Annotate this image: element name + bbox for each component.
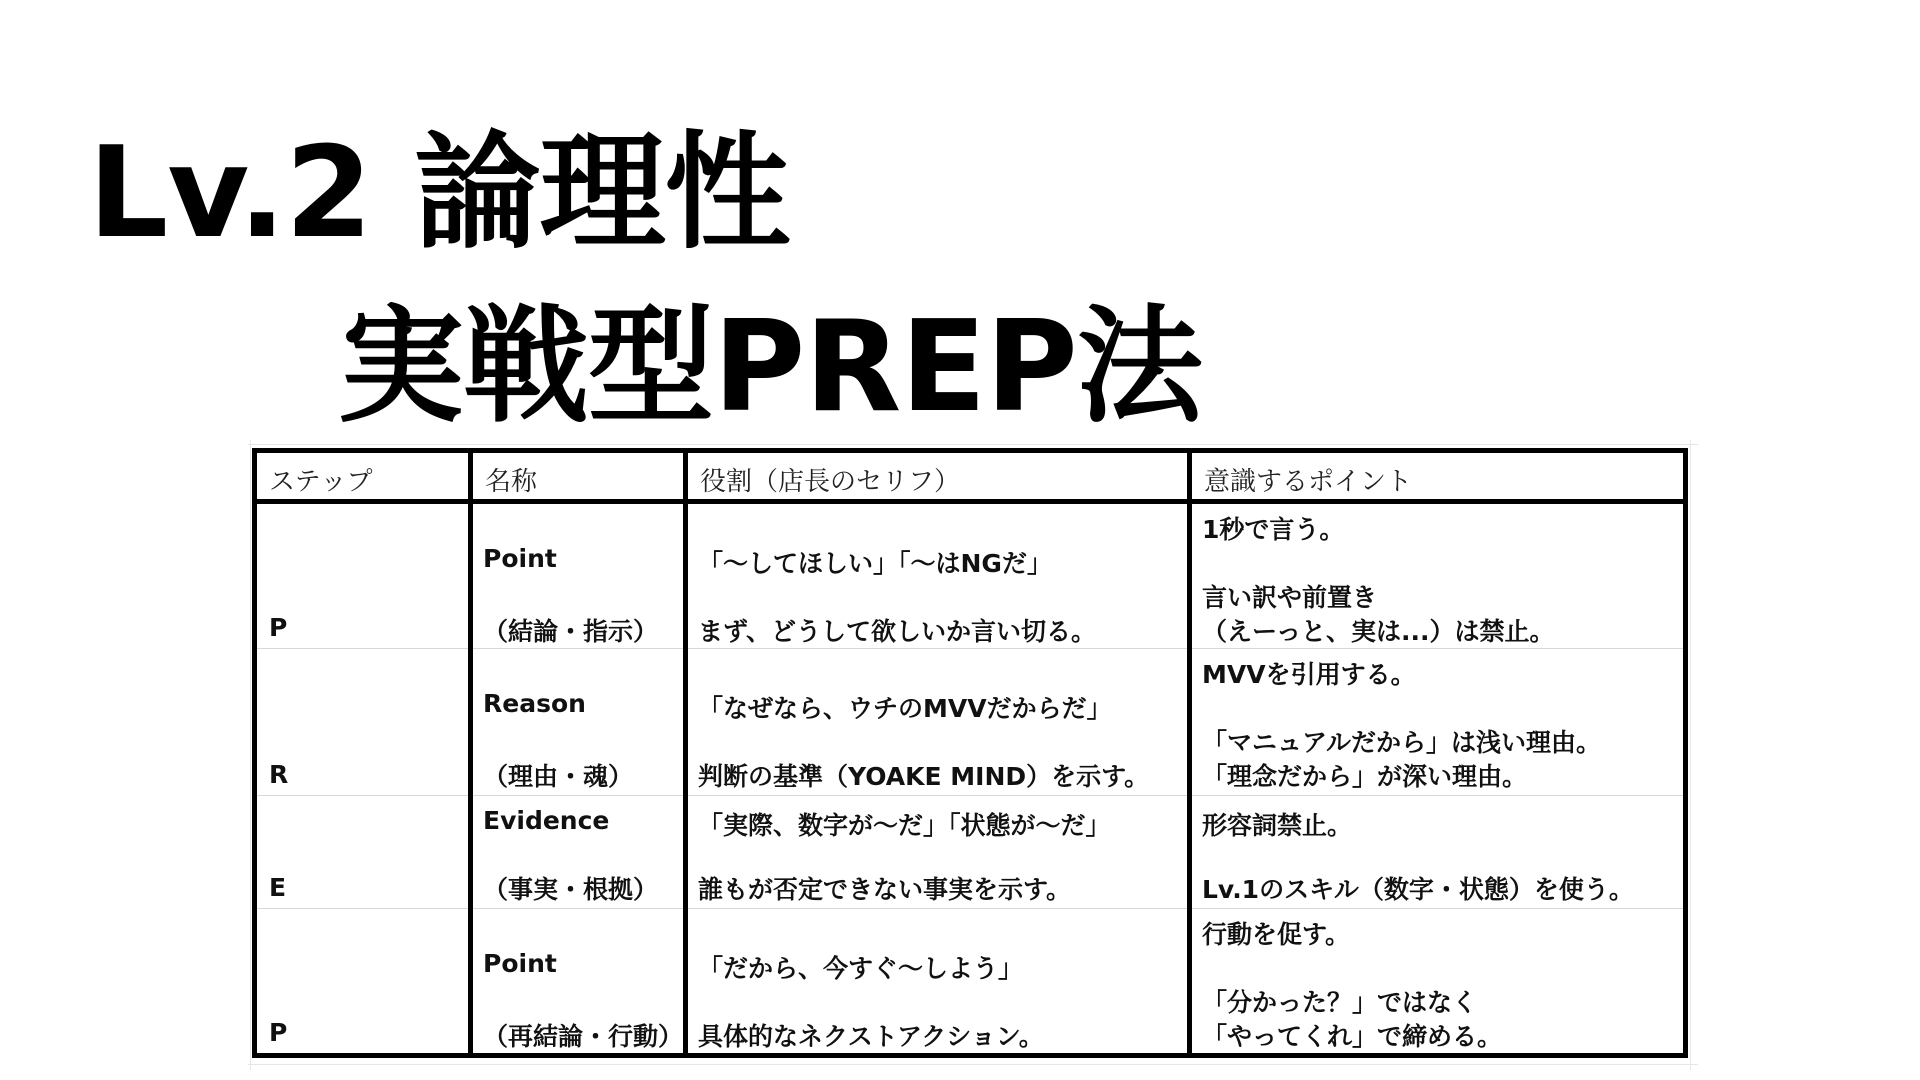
point-text: （えーっと、実は...）は禁止。 (1202, 617, 1555, 646)
cell-step (255, 909, 471, 1056)
cell-name (471, 909, 686, 1056)
cell-step (255, 649, 471, 796)
grid-line (1690, 440, 1691, 1070)
name-japanese: （理由・魂） (483, 762, 634, 791)
cell-name (471, 502, 686, 649)
role-quote: 「実際、数字が〜だ」「状態が〜だ」 (698, 811, 1111, 840)
cell-point (1190, 909, 1686, 1056)
cell-role (686, 796, 1190, 909)
table-header-row (255, 451, 1686, 502)
grid-line (250, 440, 251, 1070)
role-description: 誰もが否定できない事実を示す。 (698, 875, 1072, 904)
point-text: 「マニュアルだから」は浅い理由。 (1202, 728, 1602, 757)
header-name: 名称 (471, 451, 686, 502)
name-japanese: （結論・指示） (483, 617, 659, 646)
name-japanese: （事実・根拠） (483, 875, 659, 904)
cell-point (1190, 502, 1686, 649)
name-english: Reason (483, 689, 586, 718)
cell-point (1190, 796, 1686, 909)
point-text: 形容詞禁止。 (1202, 811, 1353, 840)
point-text: 行動を促す。 (1202, 920, 1351, 949)
header-role: 役割（店長のセリフ） (686, 451, 1190, 502)
grid-line (248, 1064, 1698, 1065)
name-japanese: （再結論・行動） (483, 1022, 684, 1051)
step-letter: R (269, 760, 289, 789)
cell-role (686, 649, 1190, 796)
point-text: 「やってくれ」で締める。 (1202, 1022, 1503, 1051)
role-description: まず、どうして欲しいか言い切る。 (698, 617, 1097, 646)
role-description: 判断の基準（YOAKE MIND）を示す。 (698, 762, 1150, 791)
cell-role (686, 502, 1190, 649)
point-text: Lv.1のスキル（数字・状態）を使う。 (1202, 875, 1634, 904)
step-letter: E (269, 873, 287, 902)
page-title-level: Lv.2 論理性 (88, 119, 790, 266)
step-letter: P (269, 613, 288, 642)
role-quote: 「〜してほしい」「〜はNGだ」 (698, 549, 1052, 578)
name-english: Point (483, 544, 557, 573)
page-title-method: 実戦型PREP法 (338, 293, 1202, 440)
cell-step (255, 796, 471, 909)
table-row (255, 909, 1686, 1056)
grid-line (248, 444, 1698, 445)
table-row (255, 796, 1686, 909)
cell-name (471, 796, 686, 909)
header-step: ステップ (255, 451, 471, 502)
table-row (255, 502, 1686, 649)
cell-point (1190, 649, 1686, 796)
point-text: 「理念だから」が深い理由。 (1202, 762, 1528, 791)
step-letter: P (269, 1018, 288, 1047)
role-quote: 「だから、今すぐ〜しよう」 (698, 954, 1024, 983)
name-english: Point (483, 949, 557, 978)
prep-table (252, 448, 1688, 1058)
point-text: 言い訳や前置き (1202, 583, 1378, 612)
table-row (255, 649, 1686, 796)
header-point: 意識するポイント (1190, 451, 1686, 502)
point-text: 「分かった？」ではなく (1202, 988, 1478, 1017)
cell-name (471, 649, 686, 796)
point-text: 1秒で言う。 (1202, 515, 1345, 544)
cell-step (255, 502, 471, 649)
role-quote: 「なぜなら、ウチのMVVだからだ」 (698, 694, 1112, 723)
point-text: MVVを引用する。 (1202, 660, 1416, 689)
role-description: 具体的なネクストアクション。 (698, 1022, 1044, 1051)
cell-role (686, 909, 1190, 1056)
name-english: Evidence (483, 806, 610, 835)
